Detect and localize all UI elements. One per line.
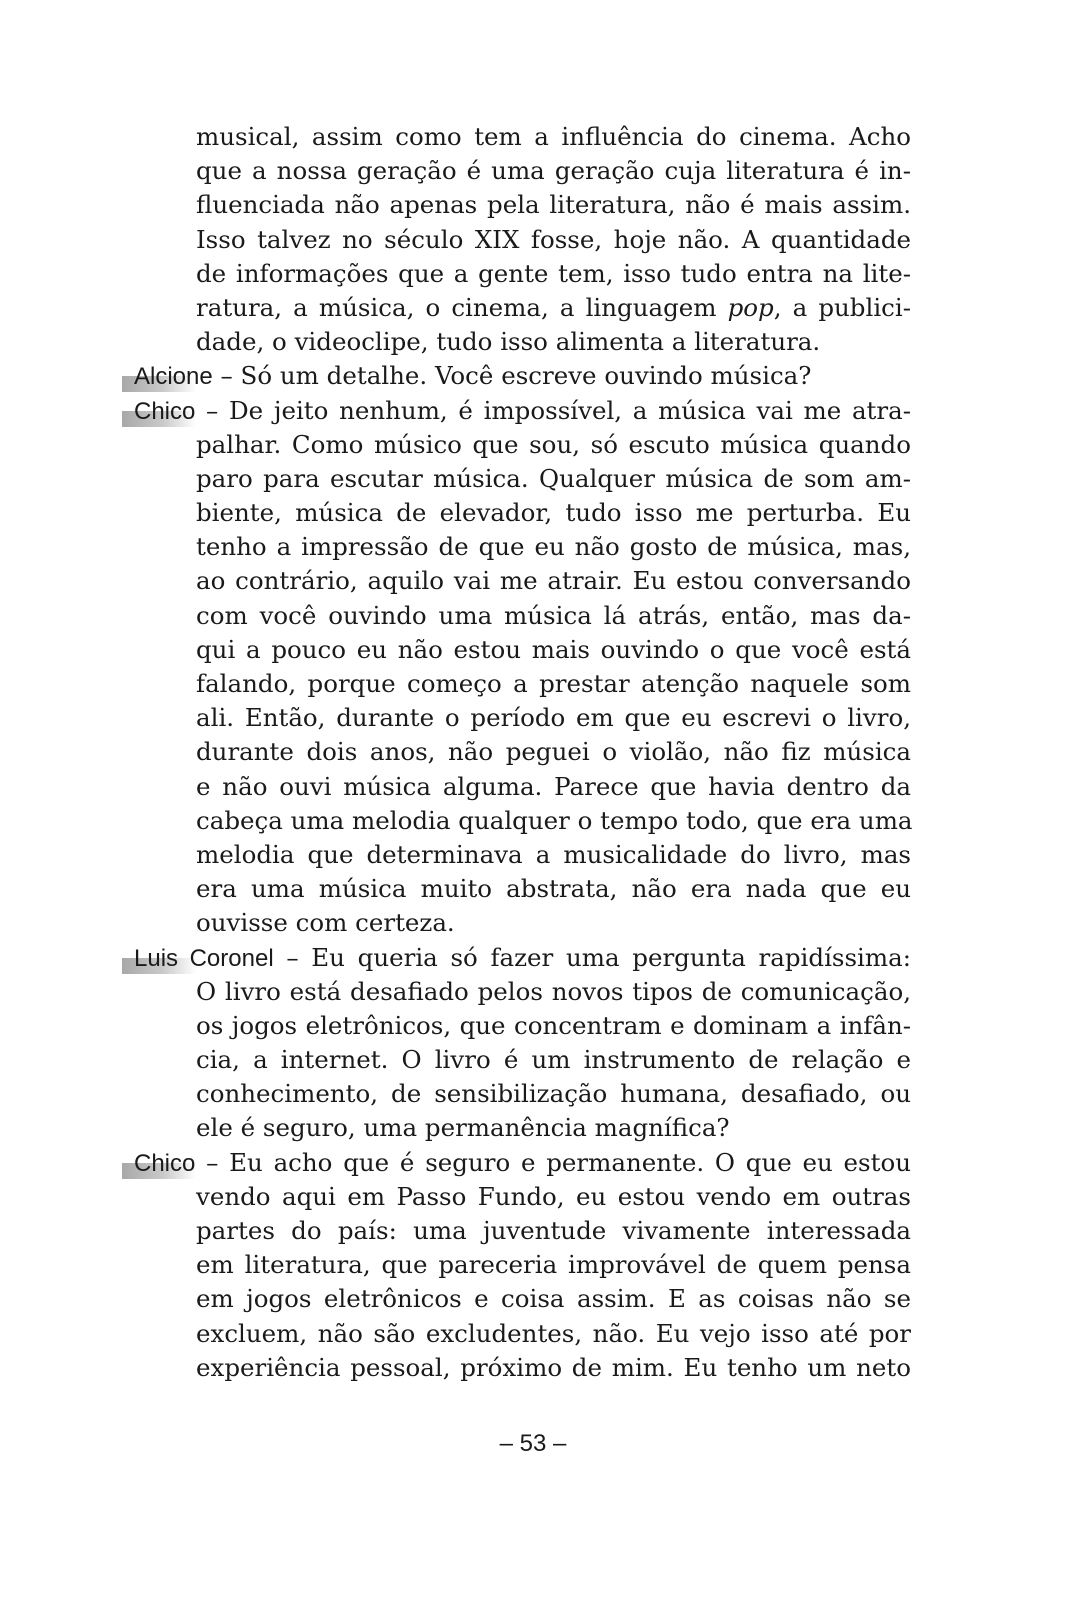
speaker-name: Chico [134,397,196,425]
speaker-name: Alcione [134,363,213,391]
line-text: durante dois anos, não peguei o violão, não fiz música [196,737,911,767]
text-line [0,735,1066,769]
line-text: palhar. Como músico que sou, só escuto música quando [196,429,911,459]
text-line [0,633,1066,667]
speaker-turn-chico [0,394,1066,428]
line-text: qui a pouco eu não estou mais ouvindo o que você está [196,634,911,664]
speaker-name: Luis Coronel [134,944,274,972]
line-part: – Só um detalhe. Você escreve ouvindo música? [212,361,812,391]
line-text: paro para escutar música. Qualquer música de som am- [196,463,911,493]
text-line [0,1317,1066,1351]
text-line [0,1180,1066,1214]
line-text: os jogos eletrônicos, que concentram e dominam a infân- [196,1010,911,1040]
line-text: falando, porque começo a prestar atenção naquele som [196,669,911,698]
line-text [134,1146,911,1181]
text-line [0,1351,1066,1385]
page-body [0,120,1066,1385]
line-part: , a publici- [773,292,911,322]
text-line [0,462,1066,496]
text-line [0,1248,1066,1282]
line-text: melodia que determinava a musicalidade do livro, mas [196,839,911,869]
line-text: experiência pessoal, próximo de mim. Eu tenho um neto [196,1352,911,1382]
line-text: dade, o videoclipe, tudo isso alimenta a literatura. [196,327,821,357]
line-text: cia, a internet. O livro é um instrumento de relação e [196,1045,911,1075]
line-text: ele é seguro, uma permanência magnífica? [196,1113,730,1143]
line-text: era uma música muito abstrata, não era nada que eu [196,874,911,904]
text-line [0,701,1066,735]
text-line [0,428,1066,462]
line-text: e não ouvi música alguma. Parece que havia dentro da [196,771,911,801]
text-line [0,975,1066,1009]
line-part: – Eu acho que é seguro e permanente. O que eu estou [195,1147,911,1177]
text-line [0,804,1066,838]
text-line [0,1214,1066,1248]
line-text: em jogos eletrônicos e coisa assim. E as coisas não se [196,1284,911,1314]
line-text: excluem, não são excludentes, não. Eu vejo isso até por [196,1318,911,1348]
line-text: ao contrário, aquilo vai me atrair. Eu estou conversando [196,566,911,596]
italic-term: pop [727,292,774,322]
text-line [0,223,1066,257]
text-line [0,120,1066,154]
speaker-turn-alcione [0,359,1066,393]
line-part: ratura, a música, o cinema, a linguagem [196,292,728,322]
line-part: – Eu queria só fazer uma pergunta rapidíssima: [273,942,911,972]
line-text: conhecimento, de sensibilização humana, desafiado, ou [196,1079,911,1109]
speaker-turn-luis-coronel [0,941,1066,975]
line-text: com você ouvindo uma música lá atrás, então, mas da- [196,600,911,630]
line-text: em literatura, que pareceria improvável de quem pensa [196,1250,911,1280]
text-line [0,496,1066,530]
text-line [0,838,1066,872]
line-text [196,291,911,325]
line-text: musical, assim como tem a influência do cinema. Acho [196,122,911,151]
text-line [0,325,1066,359]
text-line [0,1111,1066,1145]
text-line [0,564,1066,598]
line-text: partes do país: uma juventude vivamente interessada [196,1216,911,1245]
line-text: ali. Então, durante o período em que eu escrevi o livro, [196,703,911,733]
text-line [0,291,1066,325]
line-text [134,359,911,394]
line-text: tenho a impressão de que eu não gosto de música, mas, [196,532,911,562]
line-text: fluenciada não apenas pela literatura, não é mais assim. [196,190,911,220]
speaker-name: Chico [134,1149,196,1177]
text-line [0,257,1066,291]
line-text [134,394,911,429]
line-text: cabeça uma melodia qualquer o tempo todo, que era uma [196,805,913,835]
text-line [0,154,1066,188]
text-line [0,599,1066,633]
line-text: biente, música de elevador, tudo isso me perturba. Eu [196,498,911,528]
text-line [0,906,1066,940]
text-line [0,770,1066,804]
line-text: que a nossa geração é uma geração cuja literatura é in- [196,156,911,186]
line-text: ouvisse com certeza. [196,908,455,938]
text-line [0,1282,1066,1316]
line-text: de informações que a gente tem, isso tudo entra na lite- [196,258,911,288]
line-text: Isso talvez no século XIX fosse, hoje não. A quantidade [196,224,911,254]
line-text [134,941,911,976]
text-line [0,1043,1066,1077]
line-part: – De jeito nenhum, é impossível, a música vai me atra- [195,395,911,425]
line-text: vendo aqui em Passo Fundo, eu estou vendo em outras [196,1181,911,1211]
text-line [0,872,1066,906]
text-line [0,530,1066,564]
speaker-turn-chico [0,1146,1066,1180]
line-text: O livro está desafiado pelos novos tipos de comunicação, [196,976,911,1006]
text-line [0,188,1066,222]
text-line [0,1077,1066,1111]
text-line [0,1009,1066,1043]
page-number: – 53 – [499,1430,567,1457]
text-line [0,667,1066,701]
